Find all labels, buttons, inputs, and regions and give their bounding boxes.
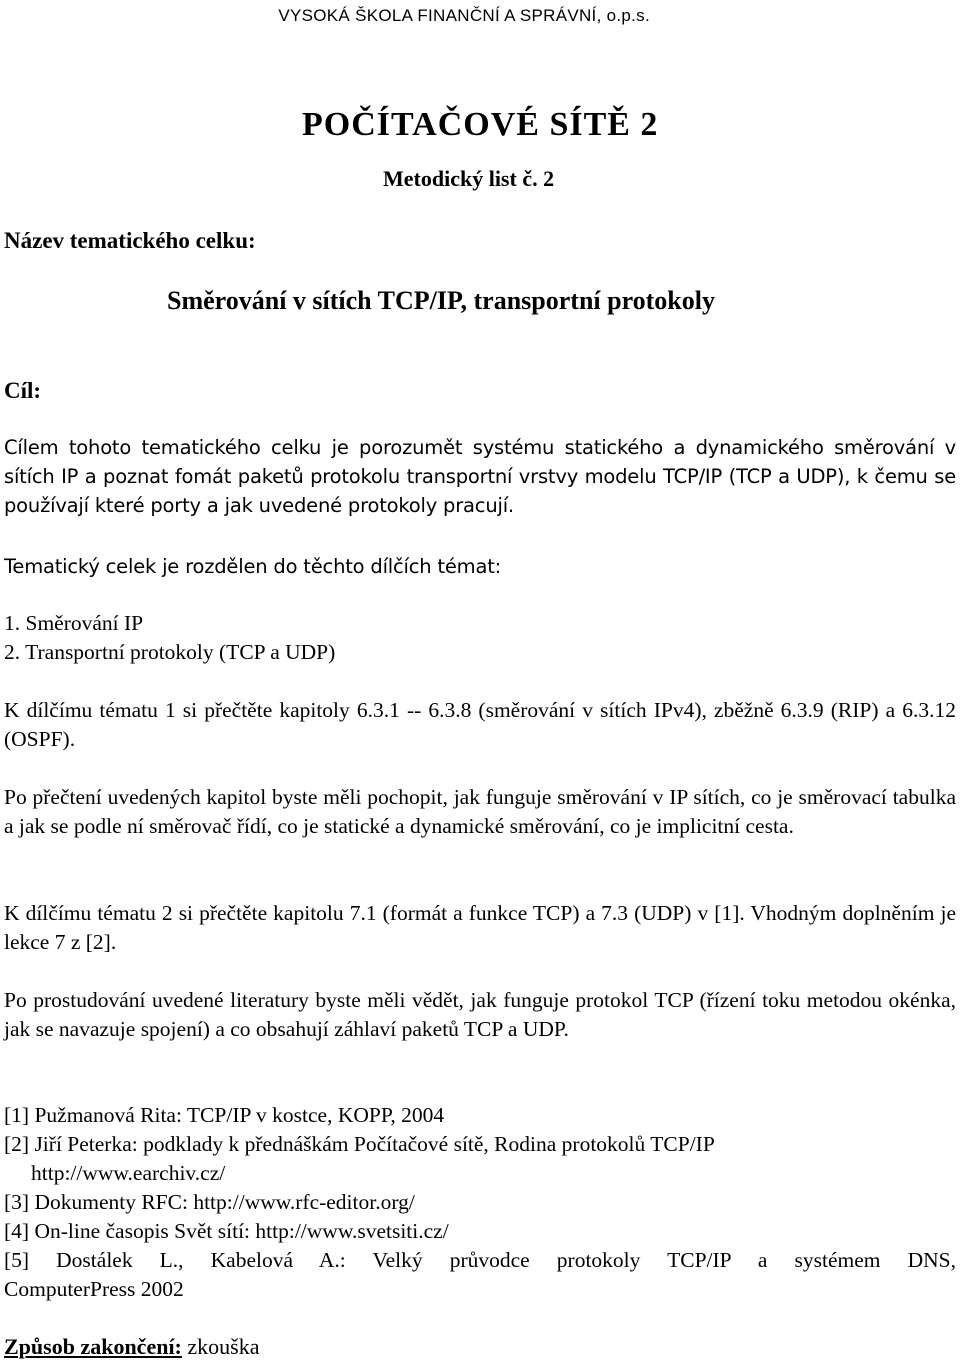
reference-item: [1] Pužmanová Rita: TCP/IP v kostce, KOPP, 2004 (4, 1103, 445, 1127)
completion-method (4, 1334, 259, 1360)
reference-item: [5] Dostálek L., Kabelová A.: Velký průvodce protokoly TCP/IP a systémem DNS, (4, 1248, 956, 1272)
document-title: POČÍTAČOVÉ SÍTĚ 2 (302, 106, 659, 143)
paragraph-outcome-1: Po přečtení uvedených kapitol byste měli pochopit, jak funguje směrování v IP sítích, co je směrovací tabulka a jak se podle ní směrovač řídí, co je statické a dynamické směrování, co je implicitní cesta. (4, 785, 956, 838)
reference-url: http://www.earchiv.cz/ (31, 1161, 226, 1185)
reference-item-continuation: ComputerPress 2002 (4, 1277, 184, 1301)
completion-value: zkouška (187, 1334, 260, 1359)
theme-label: Název tematického celku: (4, 228, 256, 253)
paragraph-reading-2: K dílčímu tématu 2 si přečtěte kapitolu 7.1 (formát a funkce TCP) a 7.3 (UDP) v [1]. Vhodným doplněním je lekce 7 z [2]. (4, 901, 956, 954)
reference-item: [2] Jiří Peterka: podklady k přednáškám Počítačové sítě, Rodina protokolů TCP/IP (4, 1132, 715, 1156)
paragraph-outcome-2: Po prostudování uvedené literatury byste měli vědět, jak funguje protokol TCP (řízení toku metodou okénka, jak se navazuje spojení) a co obsahují záhlaví paketů TCP a UDP. (4, 988, 956, 1041)
paragraph-reading-1: K dílčímu tématu 1 si přečtěte kapitoly 6.3.1 -- 6.3.8 (směrování v sítích IPv4), zběžně 6.3.9 (RIP) a 6.3.12 (OSPF). (4, 698, 956, 751)
institution-header: VYSOKÁ ŠKOLA FINANČNÍ A SPRÁVNÍ, o.p.s. (278, 6, 650, 25)
goal-text: Cílem tohoto tematického celku je porozumět systému statického a dynamického směrování v sítích IP a poznat fomát paketů protokolu transportní vrstvy modelu TCP/IP (TCP a UDP), k čemu se používají které porty a jak uvedené protokoly pracují. (4, 436, 956, 517)
references-list (4, 1101, 956, 1304)
topics-list (4, 609, 956, 667)
sheet-label: Metodický list č. 2 (383, 166, 555, 191)
topic-item: 2. Transportní protokoly (TCP a UDP) (4, 640, 336, 664)
completion-label: Způsob zakončení: (4, 1334, 182, 1359)
reference-item: [3] Dokumenty RFC: http://www.rfc-editor.org/ (4, 1190, 415, 1214)
theme-title: Směrování v sítích TCP/IP, transportní protokoly (167, 286, 715, 315)
topics-intro: Tematický celek je rozdělen do těchto dílčích témat: (4, 555, 502, 578)
topic-item: 1. Směrování IP (4, 611, 144, 635)
reference-item: [4] On-line časopis Svět sítí: http://www.svetsiti.cz/ (4, 1219, 449, 1243)
goal-label: Cíl: (4, 378, 42, 403)
